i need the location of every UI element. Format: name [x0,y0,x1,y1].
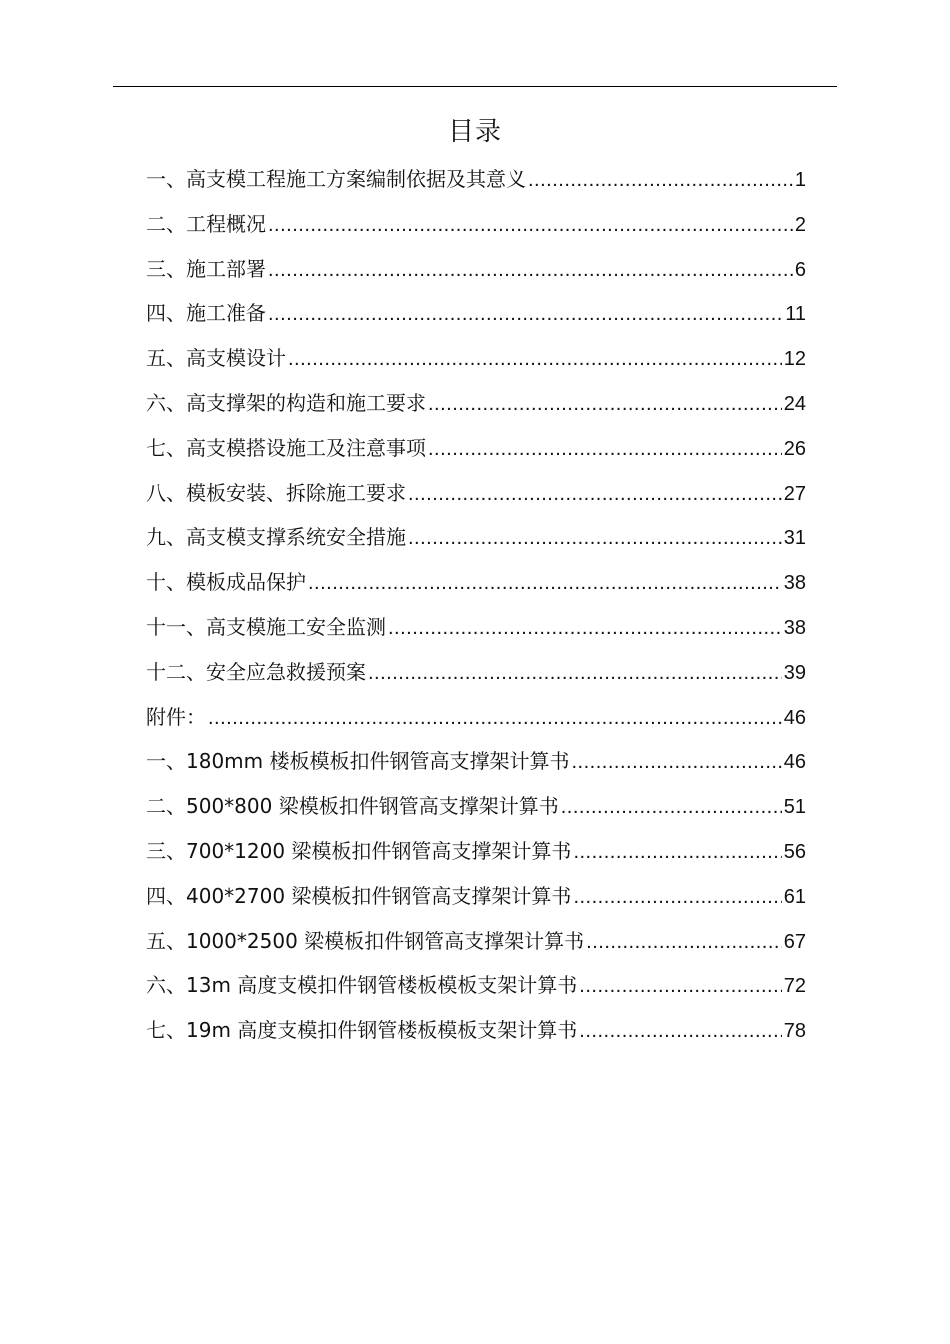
dot-leader [208,696,782,741]
toc-entry-label: 十、模板成品保护 [146,570,306,595]
toc-entry[interactable] [146,515,806,560]
toc-entry[interactable] [146,247,806,292]
dot-leader [268,203,793,248]
toc-entry-label: 七、19m 高度支模扣件钢管楼板模板支架计算书 [146,1018,578,1043]
toc-entry-page-number: 31 [783,527,806,550]
toc-entry-page-number: 2 [794,213,806,236]
toc-entry-page-number: 61 [783,885,806,908]
toc-entry[interactable] [146,471,806,516]
toc-entry-label: 五、1000*2500 梁模板扣件钢管高支撑架计算书 [146,928,585,953]
toc-entry-page-number: 78 [783,1020,806,1043]
toc-entry-page-number: 38 [783,616,806,639]
dot-leader [586,920,782,965]
dot-leader [579,1009,781,1054]
toc-entry-page-number: 27 [783,482,806,505]
toc-entry-page-number: 6 [794,258,806,281]
toc-entry-label: 一、高支模工程施工方案编制依据及其意义 [146,167,526,191]
toc-entry[interactable] [146,695,806,740]
toc-entry[interactable] [146,784,806,829]
dot-leader [268,248,793,293]
toc-entry-label: 八、模板安装、拆除施工要求 [146,480,406,505]
toc-entry[interactable] [146,381,806,426]
dot-leader [408,472,782,517]
toc-entry[interactable] [146,336,806,381]
dot-leader [308,561,782,606]
toc-entry[interactable] [146,202,806,247]
toc-entry-label: 六、高支撑架的构造和施工要求 [146,390,426,415]
toc-entry[interactable] [146,829,806,874]
toc-entry-label: 七、高支模搭设施工及注意事项 [146,435,426,460]
dot-leader [388,606,782,651]
toc-entry-label: 四、施工准备 [146,301,266,326]
toc-entry-page-number: 67 [783,930,806,953]
toc-entry[interactable] [146,291,806,336]
toc-list [146,157,806,1053]
dot-leader [268,292,783,337]
toc-title: 目录 [447,117,502,147]
toc-entry-page-number: 11 [785,303,806,326]
toc-entry-page-number: 12 [783,348,806,371]
toc-entry-label: 一、180mm 楼板模板扣件钢管高支撑架计算书 [146,749,570,774]
toc-entry-label: 四、400*2700 梁模板扣件钢管高支撑架计算书 [146,883,572,908]
toc-entry-label: 附件： [146,704,206,729]
toc-entry-page-number: 39 [783,661,806,684]
toc-entry-page-number: 26 [783,437,806,460]
toc-entry-page-number: 72 [783,975,806,998]
dot-leader [561,785,782,830]
header-rule [113,86,837,87]
dot-leader [428,427,782,472]
dot-leader [288,337,782,382]
toc-entry-page-number: 38 [783,572,806,595]
toc-entry-page-number: 56 [783,840,806,863]
toc-entry-label: 二、工程概况 [146,211,266,236]
dot-leader [408,516,782,561]
dot-leader [573,875,781,920]
toc-entry-page-number: 46 [783,706,806,729]
toc-entry[interactable] [146,605,806,650]
dot-leader [573,830,781,875]
dot-leader [528,158,793,203]
dot-leader [368,651,782,696]
toc-entry-page-number: 46 [783,751,806,774]
toc-entry-label: 十一、高支模施工安全监测 [146,614,386,639]
toc-entry-page-number: 1 [794,169,806,191]
toc-entry[interactable] [146,874,806,919]
toc-entry-label: 十二、安全应急救援预案 [146,659,366,684]
toc-entry[interactable] [146,560,806,605]
toc-entry-label: 九、高支模支撑系统安全措施 [146,525,406,550]
toc-entry-label: 五、高支模设计 [146,346,286,371]
toc-entry-page-number: 24 [783,392,806,415]
toc-entry[interactable] [146,157,806,202]
dot-leader [572,740,782,785]
toc-entry-label: 二、500*800 梁模板扣件钢管高支撑架计算书 [146,794,559,819]
toc-entry[interactable] [146,963,806,1008]
toc-entry-page-number: 51 [783,796,806,819]
toc-entry-label: 三、施工部署 [146,256,266,281]
toc-entry[interactable] [146,919,806,964]
toc-entry[interactable] [146,650,806,695]
dot-leader [428,382,782,427]
toc-entry[interactable] [146,1008,806,1053]
toc-entry[interactable] [146,426,806,471]
toc-entry[interactable] [146,739,806,784]
toc-entry-label: 三、700*1200 梁模板扣件钢管高支撑架计算书 [146,838,572,863]
dot-leader [579,964,781,1009]
toc-entry-label: 六、13m 高度支模扣件钢管楼板模板支架计算书 [146,973,578,998]
